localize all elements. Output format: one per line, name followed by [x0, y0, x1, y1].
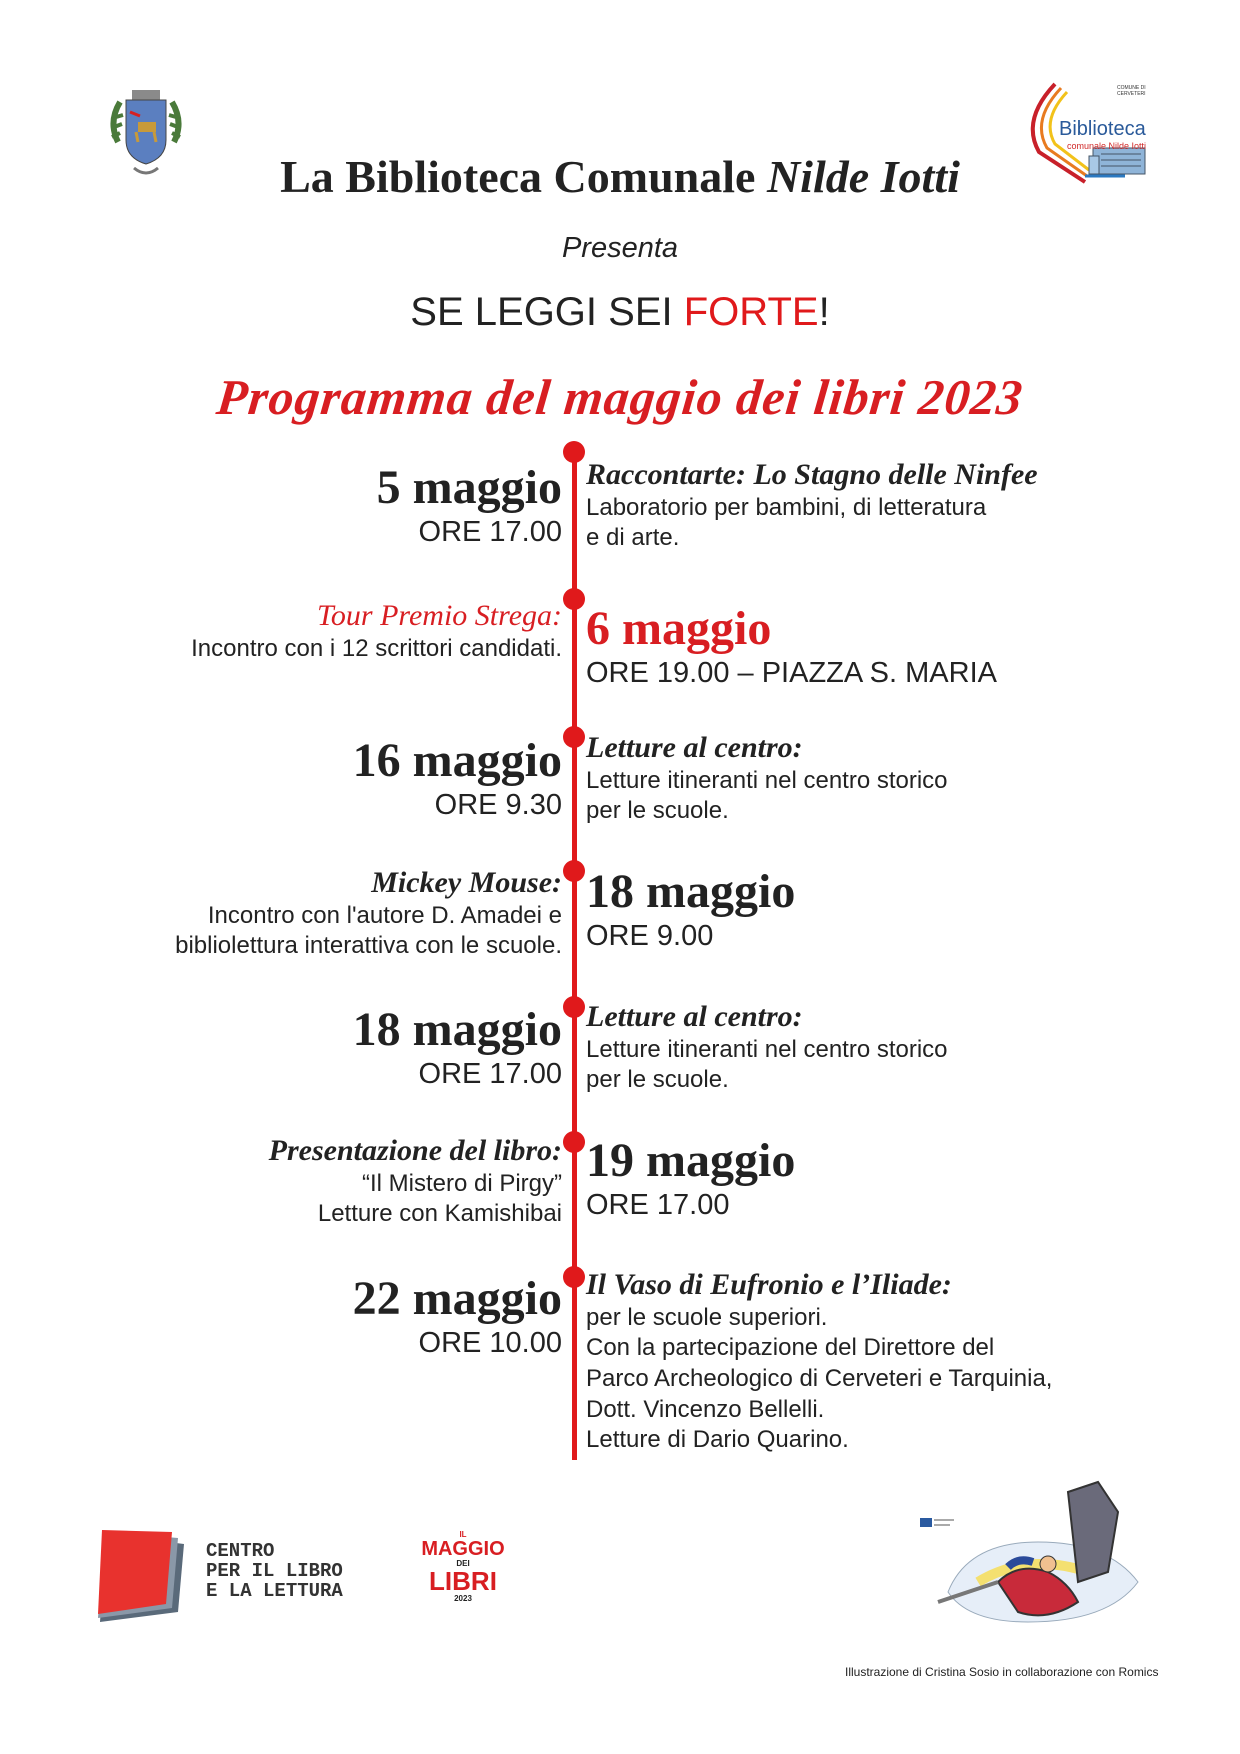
event-date-block [353, 735, 562, 823]
timeline-dot [563, 588, 585, 610]
event-title: Letture al centro: [586, 731, 803, 764]
centro-libro-logo [98, 1526, 368, 1626]
timeline-dot [563, 726, 585, 748]
maggio-libri-logo [418, 1530, 508, 1620]
event-date: 18 maggio [352, 1003, 562, 1056]
event-desc-line: Letture con Kamishibai [317, 1200, 562, 1228]
event-date: 16 maggio [352, 734, 562, 787]
event-desc-line: per le scuole. [586, 797, 729, 825]
timeline-dot [563, 860, 585, 882]
event-time: ORE 9.30 [434, 788, 562, 821]
event-title: Letture al centro: [586, 1000, 803, 1033]
page-title [0, 150, 1240, 203]
timeline-dot [563, 996, 585, 1018]
event-title: Mickey Mouse: [371, 866, 562, 899]
event-time: ORE 17.00 [418, 1057, 562, 1090]
event-time: ORE 17.00 [418, 515, 562, 548]
event-desc-line: Letture di Dario Quarino. [586, 1426, 849, 1454]
event-date-block [586, 603, 997, 691]
illustration-credit: Illustrazione di Cristina Sosio in collaborazione con Romics [845, 1665, 1159, 1679]
event-info-block [586, 1000, 948, 1096]
title-main: La Biblioteca Comunale [280, 151, 756, 202]
slogan-red: FORTE [683, 290, 819, 334]
event-desc-line: Dott. Vincenzo Bellelli. [586, 1395, 825, 1423]
maggio-line2: LIBRI [429, 1566, 497, 1596]
event-info-block [586, 1268, 1052, 1456]
event-title: Il Vaso di Eufronio e l’Iliade: [586, 1268, 952, 1301]
event-desc-line: Letture itineranti nel centro storico [586, 1035, 948, 1063]
event-info-block [586, 731, 948, 827]
centro-line1: CENTRO [206, 1540, 275, 1562]
slogan [0, 290, 1240, 335]
presenta-text: Presenta [561, 232, 679, 264]
event-date: 22 maggio [352, 1272, 562, 1325]
event-desc-line: e di arte. [586, 524, 680, 552]
title-italic: Nilde Iotti [766, 151, 960, 202]
timeline-dot [563, 441, 585, 463]
biblioteca-logo-sub: comunale Nilde Iotti [1067, 141, 1147, 151]
timeline-dot [563, 1131, 585, 1153]
event-date: 18 maggio [586, 865, 796, 918]
event-title: Raccontarte: Lo Stagno delle Ninfee [586, 458, 1038, 491]
event-info-block [269, 1134, 562, 1230]
event-date-block [353, 1273, 562, 1361]
event-desc-line: per le scuole. [586, 1066, 729, 1094]
event-desc-line: Parco Archeologico di Cerveteri e Tarquinia, [586, 1364, 1053, 1392]
event-desc-line: bibliolettura interattiva con le scuole. [175, 932, 562, 960]
programma-heading: Programma del maggio dei libri 2023 [214, 369, 1026, 425]
event-time: ORE 10.00 [418, 1326, 562, 1359]
biblioteca-logo-word: Biblioteca [1059, 118, 1146, 140]
event-info-block [586, 458, 1038, 554]
event-desc-line: Laboratorio per bambini, di letteratura [586, 493, 987, 521]
event-date: 6 maggio [586, 602, 772, 655]
event-info-block [175, 866, 562, 962]
centro-line2: PER IL LIBRO [206, 1560, 343, 1582]
event-date-block [353, 1004, 562, 1092]
comune-label: COMUNE DI CERVETERI [1117, 85, 1146, 97]
slogan-end: ! [818, 290, 830, 334]
event-time: ORE 9.00 [586, 919, 714, 952]
event-date-block [586, 1135, 795, 1223]
event-desc-line: Incontro con l'autore D. Amadei e [207, 901, 562, 929]
event-desc-line: “Il Mistero di Pirgy” [361, 1169, 562, 1197]
event-time: ORE 19.00 – PIAZZA S. MARIA [586, 656, 997, 689]
event-date: 19 maggio [586, 1134, 796, 1187]
event-date-block [586, 866, 795, 954]
event-date: 5 maggio [376, 461, 562, 514]
maggio-top: IL [459, 1530, 467, 1539]
event-desc-line: per le scuole superiori. [586, 1303, 828, 1331]
event-title: Tour Premio Strega: [316, 599, 562, 632]
event-time: ORE 17.00 [586, 1188, 730, 1221]
knight-illustration [918, 1472, 1158, 1632]
maggio-year: 2023 [454, 1594, 472, 1603]
timeline-dot [563, 1266, 585, 1288]
event-date-block [377, 462, 562, 550]
maggio-line1: MAGGIO [421, 1538, 505, 1560]
maggio-dei: DEI [456, 1559, 470, 1568]
event-title: Presentazione del libro: [268, 1134, 562, 1167]
centro-line3: E LA LETTURA [206, 1580, 343, 1602]
event-info-block [191, 599, 562, 664]
event-desc-line: Letture itineranti nel centro storico [586, 766, 948, 794]
event-desc-line: Con la partecipazione del Direttore del [586, 1334, 995, 1362]
slogan-start: SE LEGGI SEI [410, 290, 684, 334]
event-desc-line: Incontro con i 12 scrittori candidati. [191, 634, 562, 662]
